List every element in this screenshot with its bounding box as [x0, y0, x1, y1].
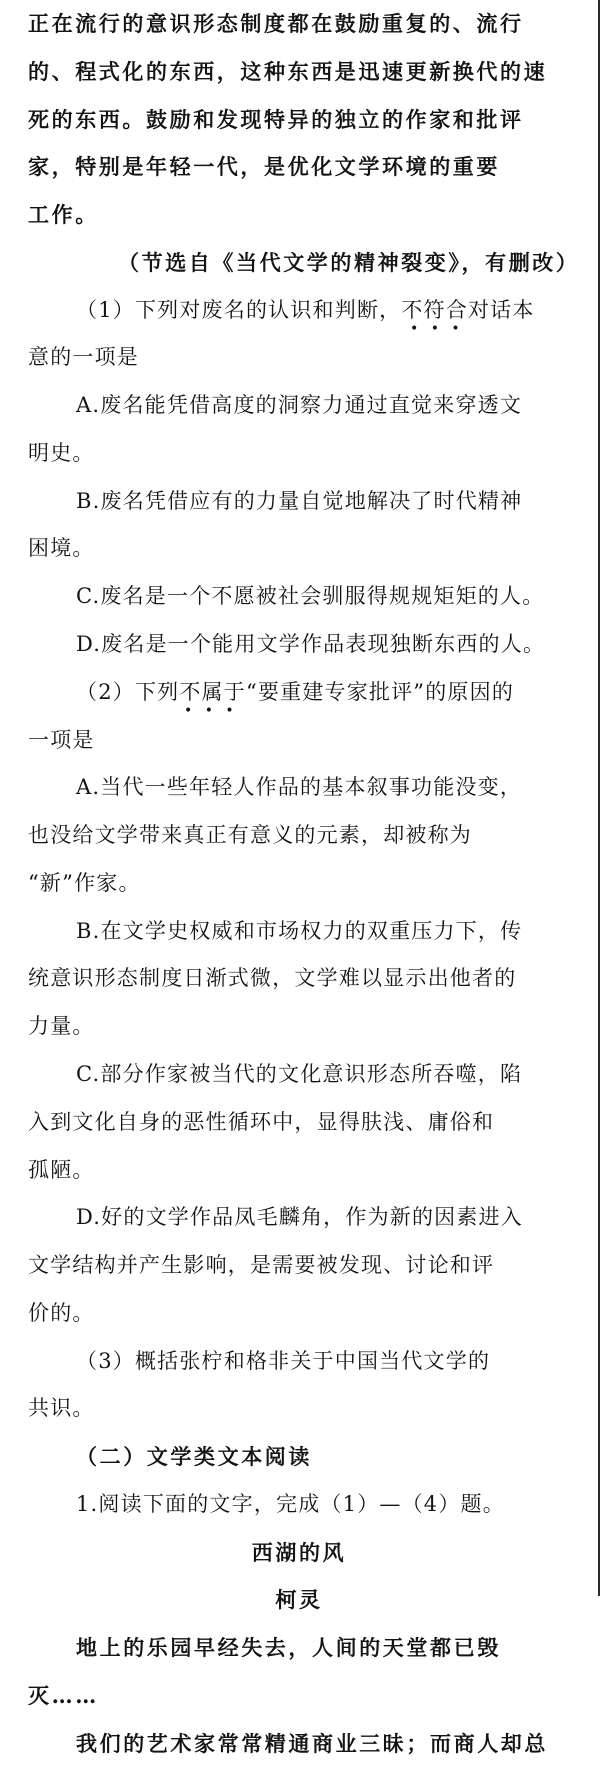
q1-option-a-line-2: 明史。	[28, 440, 95, 465]
q2-option-d-line-2: 文学结构并产生影响，是需要被发现、讨论和评	[28, 1253, 495, 1278]
q2-option-c-line-3: 孤陋。	[28, 1157, 95, 1182]
q1-option-b-line-1: B.废名凭借应有的力量自觉地解决了时代精神	[76, 488, 523, 513]
section2-instruction: 1.阅读下面的文字，完成（1）—（4）题。	[76, 1491, 505, 1516]
q2-option-b-line-2: 统意识形态制度日渐式微，文学难以显示出他者的	[28, 966, 517, 991]
q1-option-a-line-1: A.废名能凭借高度的洞察力通过直觉来穿透文	[76, 393, 523, 418]
story-line-2: 灭……	[28, 1683, 99, 1708]
q1-emphasis-dots: • • •	[410, 320, 464, 337]
q2-option-a-line-1: A.当代一些年轻人作品的基本叙事功能没变，	[76, 775, 523, 800]
story-line-3: 我们的艺术家常常精通商业三昧；而商人却总	[76, 1730, 548, 1756]
q2-option-c-line-1: C.部分作家被当代的文化意识形态所吞噬，陷	[76, 1061, 523, 1086]
passage-line-2: 的、程式化的东西，这种东西是迅速更新换代的速	[28, 58, 548, 84]
q2-option-d-line-1: D.好的文学作品凤毛麟角，作为新的因素进入	[76, 1205, 523, 1230]
story-author: 柯灵	[275, 1587, 323, 1613]
q2-option-d-line-3: 价的。	[28, 1300, 95, 1325]
q3-stem-line-2: 共识。	[28, 1396, 95, 1421]
q2-option-a-line-2: 也没给文学带来真正有意义的元素，却被称为	[28, 823, 472, 848]
passage-line-3: 死的东西。鼓励和发现特异的独立的作家和批评	[28, 106, 524, 132]
q2-option-c-line-2: 入到文化自身的恶性循环中，显得肤浅、庸俗和	[28, 1109, 495, 1134]
q1-option-b-line-2: 困境。	[28, 536, 95, 561]
q2-stem-line-1: （2）下列不属于“要重建专家批评”的原因的	[76, 679, 515, 704]
passage-line-5: 工作。	[28, 202, 99, 228]
passage-line-4: 家，特别是年轻一代，是优化文学环境的重要	[28, 154, 500, 180]
q1-stem-line-2: 意的一项是	[28, 345, 139, 370]
q3-stem-line-1: （3）概括张柠和格非关于中国当代文学的	[76, 1348, 491, 1373]
section2-heading: （二）文学类文本阅读	[76, 1444, 312, 1470]
q2-option-a-line-3: “新”作家。	[28, 870, 141, 895]
q2-option-b-line-1: B.在文学史权威和市场权力的双重压力下，传	[76, 918, 523, 943]
q2-option-b-line-3: 力量。	[28, 1014, 95, 1039]
q1-stem-line-1: （1）下列对废名的认识和判断，不符合对话本	[76, 297, 535, 322]
q1-option-d: D.废名是一个能用文学作品表现独断东西的人。	[76, 632, 546, 657]
q1-option-c: C.废名是一个不愿被社会驯服得规规矩矩的人。	[76, 584, 545, 609]
story-line-1: 地上的乐园早经失去，人间的天堂都已毁	[76, 1635, 501, 1661]
story-title: 西湖的风	[251, 1539, 347, 1565]
q2-emphasis-dots: • • •	[184, 703, 238, 720]
q2-stem-line-2: 一项是	[28, 727, 95, 752]
passage-line-1: 正在流行的意识形态制度都在鼓励重复的、流行	[28, 11, 524, 36]
passage-source: （节选自《当代文学的精神裂变》，有删改）	[118, 249, 580, 275]
